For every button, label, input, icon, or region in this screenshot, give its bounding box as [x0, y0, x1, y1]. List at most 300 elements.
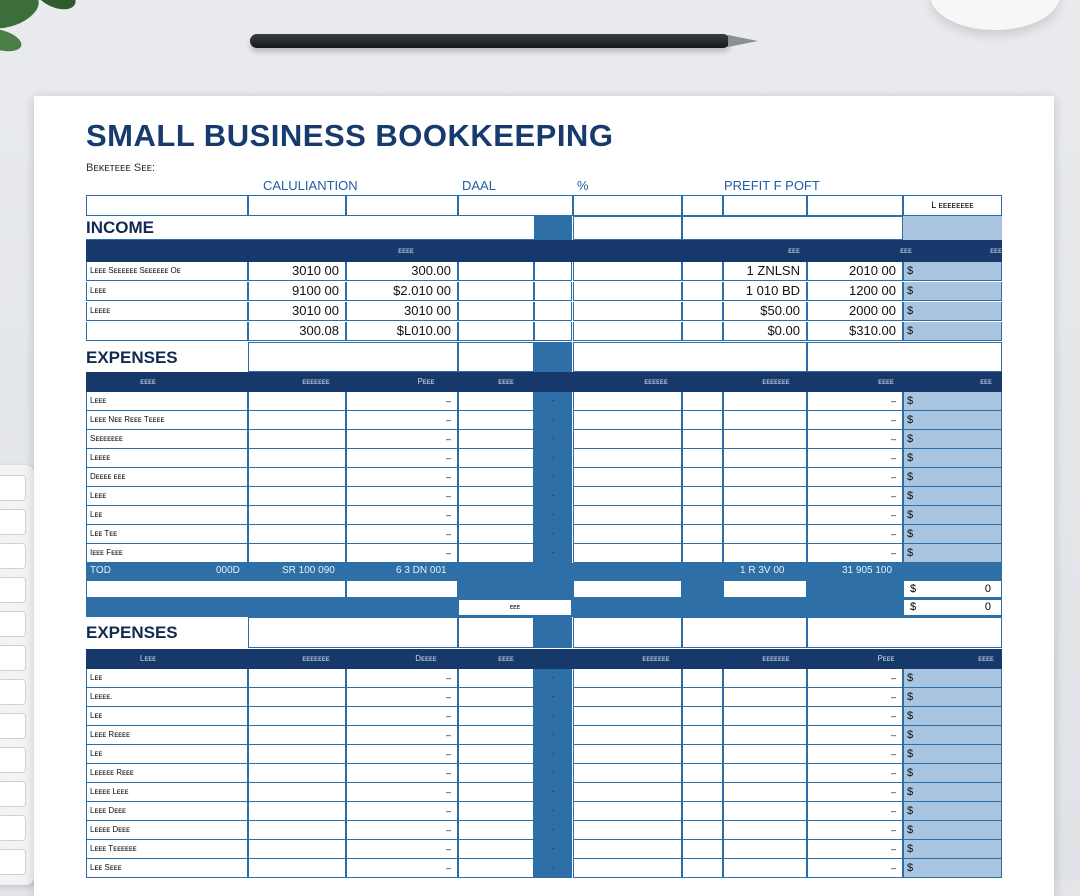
expense-row — [86, 783, 1002, 802]
expense-row-label[interactable]: Lᴇᴇ — [86, 707, 248, 726]
expense-row — [86, 745, 1002, 764]
income-value[interactable]: 300.08 — [248, 322, 346, 341]
expense-cell[interactable] — [682, 449, 723, 468]
header-deal: DAAL — [462, 178, 496, 193]
expense-cell[interactable] — [248, 688, 346, 707]
expense-row — [86, 487, 1002, 506]
header-cell[interactable] — [248, 195, 346, 216]
expense-cell[interactable]: – — [346, 525, 458, 544]
column-header: ᴇᴇᴇᴇᴇᴇᴇ — [302, 654, 330, 663]
income-value[interactable]: $L010.00 — [346, 322, 458, 341]
column-header: Lᴇᴇᴇ — [139, 654, 157, 663]
expense-row-label[interactable]: Lᴇᴇ — [86, 506, 248, 525]
expense-cell[interactable]: – — [807, 821, 903, 840]
expense-row — [86, 468, 1002, 487]
income-dollar-cell[interactable]: $ — [903, 322, 1002, 341]
income-col: ᴇᴇᴇ — [900, 246, 912, 255]
income-empty-cell[interactable] — [573, 262, 682, 281]
expense-cell[interactable]: – — [807, 411, 903, 430]
expense-row — [86, 688, 1002, 707]
expense-cell[interactable] — [458, 802, 534, 821]
income-empty-cell[interactable] — [682, 262, 723, 281]
expense-cell[interactable] — [723, 669, 807, 688]
expense-cell[interactable] — [248, 764, 346, 783]
expense-cell[interactable] — [682, 525, 723, 544]
expenses2-cell[interactable] — [458, 617, 534, 648]
expense-row-label[interactable]: Lᴇᴇᴇ Dᴇᴇᴇ — [86, 802, 248, 821]
column-header: ᴇᴇᴇᴇ — [498, 377, 514, 386]
income-value[interactable]: $2.010 00 — [346, 282, 458, 301]
expense-cell[interactable] — [573, 392, 682, 411]
expense-cell[interactable] — [458, 669, 534, 688]
expense-cell[interactable] — [723, 506, 807, 525]
expense-cell[interactable]: – — [807, 802, 903, 821]
income-empty-cell[interactable] — [458, 262, 534, 281]
income-row — [86, 282, 1002, 301]
expense-cell[interactable]: – — [346, 707, 458, 726]
expense-cell[interactable] — [682, 707, 723, 726]
expense-row-label[interactable]: Lᴇᴇᴇ Rᴇᴇᴇᴇ — [86, 726, 248, 745]
expense-stripe-cell: · — [534, 707, 572, 726]
expense-row-label[interactable]: Lᴇᴇᴇᴇ. — [86, 688, 248, 707]
expense-row-label[interactable]: Lᴇᴇᴇᴇ — [86, 449, 248, 468]
income-value[interactable]: 3010 00 — [248, 302, 346, 321]
expense-cell[interactable] — [248, 449, 346, 468]
income-stripe — [534, 216, 572, 240]
expense-cell[interactable] — [682, 468, 723, 487]
summary-cell[interactable] — [573, 580, 682, 598]
expense-cell[interactable] — [573, 525, 682, 544]
expense-cell[interactable]: – — [807, 726, 903, 745]
expense-dollar-cell[interactable]: $ — [903, 669, 1002, 688]
expense-cell[interactable] — [723, 783, 807, 802]
expense-cell[interactable] — [458, 764, 534, 783]
expense-cell[interactable] — [458, 392, 534, 411]
expense-cell[interactable]: – — [807, 783, 903, 802]
page-title: SMALL BUSINESS BOOKKEEPING — [86, 118, 614, 153]
keyboard — [0, 465, 34, 885]
expense-dollar-cell[interactable]: $ — [903, 840, 1002, 859]
expense-cell[interactable]: – — [807, 859, 903, 878]
expenses2-cell[interactable] — [248, 617, 458, 648]
expense-cell[interactable]: – — [807, 506, 903, 525]
expense-cell[interactable] — [573, 487, 682, 506]
expense-dollar-cell[interactable]: $ — [903, 411, 1002, 430]
expense-cell[interactable] — [723, 430, 807, 449]
income-empty-cell[interactable] — [458, 302, 534, 321]
expense-stripe-cell: · — [534, 430, 572, 449]
expense-row — [86, 669, 1002, 688]
expense-cell[interactable] — [573, 411, 682, 430]
expenses2-cell[interactable] — [682, 617, 807, 648]
expense-cell[interactable] — [723, 707, 807, 726]
expense-cell[interactable] — [573, 745, 682, 764]
expense-cell[interactable] — [682, 669, 723, 688]
expense-cell[interactable]: – — [346, 392, 458, 411]
expense-cell[interactable] — [248, 411, 346, 430]
expense-cell[interactable] — [248, 392, 346, 411]
header-cell[interactable] — [723, 195, 807, 216]
expense-cell[interactable] — [573, 802, 682, 821]
expense-cell[interactable] — [458, 688, 534, 707]
income-cell[interactable] — [682, 216, 903, 240]
column-header: ᴇᴇᴇᴇ — [140, 377, 156, 386]
expense-cell[interactable] — [723, 525, 807, 544]
expense-cell[interactable]: – — [346, 764, 458, 783]
expenses2-cell[interactable] — [807, 617, 1002, 648]
expense-cell[interactable] — [682, 392, 723, 411]
expense-cell[interactable]: – — [346, 669, 458, 688]
expense-cell[interactable] — [248, 544, 346, 563]
income-row-label[interactable]: Lᴇᴇᴇ — [86, 282, 248, 301]
expense-cell[interactable]: – — [807, 544, 903, 563]
expense-dollar-cell[interactable]: $ — [903, 544, 1002, 563]
expense-cell[interactable] — [458, 468, 534, 487]
pen — [250, 34, 730, 48]
expense-row — [86, 764, 1002, 783]
expense-cell[interactable]: – — [346, 859, 458, 878]
expenses-cell[interactable] — [573, 342, 807, 372]
income-value[interactable]: $50.00 — [723, 302, 807, 321]
expense-row-label[interactable]: Lᴇᴇᴇ Tᴇᴇᴇᴇᴇᴇ — [86, 840, 248, 859]
expenses-cell[interactable] — [458, 342, 534, 372]
expense-cell[interactable] — [682, 745, 723, 764]
expense-cell[interactable]: – — [807, 840, 903, 859]
expense-cell[interactable] — [682, 506, 723, 525]
income-empty-cell[interactable] — [682, 282, 723, 301]
income-empty-cell[interactable] — [682, 302, 723, 321]
expense-cell[interactable] — [723, 392, 807, 411]
expense-cell[interactable] — [723, 688, 807, 707]
expense-cell[interactable] — [248, 468, 346, 487]
header-profit: PREFIT F POFT — [724, 178, 820, 193]
expense-dollar-cell[interactable]: $ — [903, 726, 1002, 745]
income-row-label[interactable]: Lᴇᴇᴇ Sᴇᴇᴇᴇᴇᴇ Sᴇᴇᴇᴇᴇᴇ Oᴇ — [86, 262, 248, 281]
expense-cell[interactable]: – — [807, 764, 903, 783]
summary-value-cell-2[interactable] — [903, 599, 1002, 616]
expense-row — [86, 544, 1002, 563]
expense-cell[interactable]: – — [346, 506, 458, 525]
expense-stripe-cell: · — [534, 821, 572, 840]
income-value[interactable]: 3010 00 — [346, 302, 458, 321]
expense-cell[interactable] — [573, 506, 682, 525]
expense-cell[interactable] — [248, 783, 346, 802]
header-cell[interactable] — [458, 195, 573, 216]
header-cell[interactable] — [346, 195, 458, 216]
column-header: ᴇᴇᴇ — [980, 377, 992, 386]
expense-dollar-cell[interactable]: $ — [903, 487, 1002, 506]
summary-dollar: $ — [910, 601, 917, 613]
expense-cell[interactable] — [458, 430, 534, 449]
income-cell-blue — [903, 216, 1002, 240]
expense-cell[interactable] — [573, 726, 682, 745]
expense-cell[interactable] — [248, 487, 346, 506]
expense-cell[interactable] — [723, 802, 807, 821]
expense-stripe-cell: · — [534, 506, 572, 525]
summary-value-cell[interactable] — [903, 580, 1002, 598]
income-empty-cell[interactable] — [682, 322, 723, 341]
expense-cell[interactable] — [458, 525, 534, 544]
expense-cell[interactable] — [682, 821, 723, 840]
summary-cell[interactable] — [86, 580, 346, 598]
expense-row-label[interactable]: Dᴇᴇᴇᴇ ᴇᴇᴇ — [86, 468, 248, 487]
income-dollar-cell[interactable]: $ — [903, 302, 1002, 321]
expense-cell[interactable]: – — [346, 449, 458, 468]
expense-cell[interactable] — [682, 840, 723, 859]
expense-cell[interactable]: – — [807, 487, 903, 506]
expense-cell[interactable]: – — [807, 468, 903, 487]
income-value[interactable]: 1200 00 — [807, 282, 903, 301]
income-empty-cell[interactable] — [534, 302, 572, 321]
expense-dollar-cell[interactable]: $ — [903, 449, 1002, 468]
income-heading: INCOME — [86, 218, 154, 237]
expense-dollar-cell[interactable]: $ — [903, 688, 1002, 707]
expense-row — [86, 411, 1002, 430]
expense-cell[interactable] — [248, 726, 346, 745]
summary-dollar: $ — [910, 583, 917, 595]
expense-dollar-cell[interactable]: $ — [903, 745, 1002, 764]
expense-cell[interactable] — [682, 411, 723, 430]
expense-cell[interactable] — [458, 840, 534, 859]
total-e: 31 905 100 — [842, 565, 893, 576]
expense-cell[interactable]: – — [346, 487, 458, 506]
expense-cell[interactable] — [682, 487, 723, 506]
expense-cell[interactable] — [458, 726, 534, 745]
expense-cell[interactable] — [682, 859, 723, 878]
expense-cell[interactable] — [458, 783, 534, 802]
expense-dollar-cell[interactable]: $ — [903, 430, 1002, 449]
income-value[interactable]: $310.00 — [807, 322, 903, 341]
expense-cell[interactable] — [248, 802, 346, 821]
expense-cell[interactable] — [458, 449, 534, 468]
expense-cell[interactable]: – — [346, 745, 458, 764]
expense-cell[interactable]: – — [346, 544, 458, 563]
expense-dollar-cell[interactable]: $ — [903, 764, 1002, 783]
expense-dollar-cell[interactable]: $ — [903, 859, 1002, 878]
expense-cell[interactable]: – — [346, 821, 458, 840]
expense-cell[interactable] — [682, 688, 723, 707]
header-cell[interactable] — [682, 195, 723, 216]
expense-row-label[interactable]: Lᴇᴇᴇ Nᴇᴇ Rᴇᴇᴇ Tᴇᴇᴇᴇ — [86, 411, 248, 430]
expense-cell[interactable] — [573, 821, 682, 840]
expense-row-label[interactable]: Lᴇᴇ Sᴇᴇᴇ — [86, 859, 248, 878]
income-value[interactable]: 1 ZNLSN — [723, 262, 807, 281]
expense-dollar-cell[interactable]: $ — [903, 468, 1002, 487]
expenses-column-band — [86, 372, 1002, 392]
expense-stripe-cell: · — [534, 726, 572, 745]
income-value[interactable]: 2010 00 — [807, 262, 903, 281]
expense-cell[interactable] — [723, 840, 807, 859]
income-empty-cell[interactable] — [458, 282, 534, 301]
income-dollar-cell[interactable]: $ — [903, 282, 1002, 301]
expense-cell[interactable] — [682, 430, 723, 449]
expense-cell[interactable]: – — [346, 688, 458, 707]
expense-cell[interactable] — [573, 840, 682, 859]
expense-cell[interactable] — [723, 411, 807, 430]
expense-cell[interactable]: – — [807, 430, 903, 449]
expense-cell[interactable] — [723, 764, 807, 783]
income-empty-cell[interactable] — [534, 282, 572, 301]
expense-row-label[interactable]: Lᴇᴇ — [86, 669, 248, 688]
income-value[interactable]: 9100 00 — [248, 282, 346, 301]
expense-cell[interactable] — [723, 544, 807, 563]
income-empty-cell[interactable] — [534, 262, 572, 281]
expenses-heading-2: EXPENSES — [86, 623, 178, 642]
header-calculation: CALULIANTION — [263, 178, 358, 193]
expense-cell[interactable] — [458, 745, 534, 764]
expense-cell[interactable]: – — [807, 669, 903, 688]
expense-dollar-cell[interactable]: $ — [903, 821, 1002, 840]
expense-cell[interactable] — [682, 544, 723, 563]
expense-cell[interactable]: – — [807, 688, 903, 707]
expense-cell[interactable] — [248, 859, 346, 878]
expense-cell[interactable] — [682, 726, 723, 745]
expense-row-label[interactable]: Lᴇᴇᴇ — [86, 392, 248, 411]
expense-row-label[interactable]: Sᴇᴇᴇᴇᴇᴇᴇ — [86, 430, 248, 449]
income-row — [86, 322, 1002, 341]
expense-cell[interactable]: – — [807, 707, 903, 726]
expense-dollar-cell[interactable]: $ — [903, 707, 1002, 726]
expense-cell[interactable] — [458, 859, 534, 878]
expense-cell[interactable]: – — [807, 392, 903, 411]
expense-row-label[interactable]: Lᴇᴇ — [86, 745, 248, 764]
expense-cell[interactable] — [458, 411, 534, 430]
income-empty-cell[interactable] — [573, 302, 682, 321]
expense-cell[interactable] — [573, 783, 682, 802]
expense-cell[interactable] — [723, 487, 807, 506]
expense-cell[interactable] — [573, 669, 682, 688]
expense-dollar-cell[interactable]: $ — [903, 783, 1002, 802]
expense-row-label[interactable]: Lᴇᴇᴇᴇᴇ Rᴇᴇᴇ — [86, 764, 248, 783]
income-empty-cell[interactable] — [573, 322, 682, 341]
income-value[interactable]: 1 010 BD — [723, 282, 807, 301]
expense-row — [86, 707, 1002, 726]
expense-cell[interactable] — [248, 430, 346, 449]
income-cell[interactable] — [573, 216, 682, 240]
expense-cell[interactable] — [573, 468, 682, 487]
expense-stripe-cell: · — [534, 688, 572, 707]
expense-row-label[interactable]: Lᴇᴇ Tᴇᴇ — [86, 525, 248, 544]
expense-cell[interactable] — [723, 745, 807, 764]
header-cell[interactable] — [807, 195, 903, 216]
expense-stripe-cell: · — [534, 764, 572, 783]
expense-cell[interactable]: – — [346, 430, 458, 449]
expense-cell[interactable] — [573, 430, 682, 449]
expense-stripe-cell: · — [534, 840, 572, 859]
income-row-label[interactable] — [86, 322, 248, 341]
income-value[interactable]: 2000 00 — [807, 302, 903, 321]
expense-cell[interactable] — [573, 544, 682, 563]
expense-row-label[interactable]: Iᴇᴇᴇ Fᴇᴇᴇ — [86, 544, 248, 563]
expense-cell[interactable] — [573, 449, 682, 468]
expense-stripe-cell: · — [534, 859, 572, 878]
income-empty-cell[interactable] — [458, 322, 534, 341]
expense-row — [86, 821, 1002, 840]
expense-dollar-cell[interactable]: $ — [903, 392, 1002, 411]
header-right-cell[interactable]: L ᴇᴇᴇᴇᴇᴇᴇᴇ — [903, 195, 1002, 216]
expense-cell[interactable] — [458, 544, 534, 563]
expenses-cell[interactable] — [248, 342, 458, 372]
pen-tip — [728, 35, 758, 47]
expense-cell[interactable]: – — [346, 726, 458, 745]
income-dollar-cell[interactable]: $ — [903, 262, 1002, 281]
expense-cell[interactable] — [248, 745, 346, 764]
summary-value: 0 — [984, 583, 991, 595]
expense-cell[interactable]: – — [346, 783, 458, 802]
summary-cell[interactable] — [723, 580, 807, 598]
expense-cell[interactable] — [723, 449, 807, 468]
expense-dollar-cell[interactable]: $ — [903, 802, 1002, 821]
expense-cell[interactable] — [682, 764, 723, 783]
expense-cell[interactable]: – — [346, 468, 458, 487]
expense-cell[interactable] — [248, 669, 346, 688]
column-header: ᴇᴇᴇᴇᴇᴇᴇ — [762, 654, 790, 663]
expense-cell[interactable] — [458, 821, 534, 840]
expense-row-label[interactable]: Lᴇᴇᴇᴇ Dᴇᴇᴇ — [86, 821, 248, 840]
column-header: Pᴇᴇᴇ — [417, 377, 435, 386]
expense-cell[interactable] — [723, 468, 807, 487]
expense-cell[interactable] — [723, 859, 807, 878]
expense-cell[interactable] — [458, 707, 534, 726]
summary-cell[interactable] — [346, 580, 458, 598]
expense-dollar-cell[interactable]: $ — [903, 506, 1002, 525]
total-label: TOD — [90, 565, 111, 576]
expense-cell[interactable] — [248, 840, 346, 859]
expense-cell[interactable] — [723, 726, 807, 745]
expense-cell[interactable] — [573, 688, 682, 707]
expense-cell[interactable] — [682, 783, 723, 802]
header-cell[interactable] — [86, 195, 248, 216]
expense-cell[interactable] — [458, 487, 534, 506]
expense-cell[interactable] — [573, 764, 682, 783]
expense-dollar-cell[interactable]: $ — [903, 525, 1002, 544]
expense-stripe-cell: · — [534, 783, 572, 802]
expense-cell[interactable]: – — [346, 411, 458, 430]
expense-cell[interactable]: – — [346, 840, 458, 859]
summary-mid-cell[interactable]: ᴇᴇᴇ — [458, 599, 572, 616]
expense-cell[interactable] — [458, 506, 534, 525]
income-value[interactable]: 300.00 — [346, 262, 458, 281]
column-header: ᴇᴇᴇᴇᴇᴇᴇ — [642, 654, 670, 663]
income-value[interactable]: 3010 00 — [248, 262, 346, 281]
expense-cell[interactable]: – — [807, 525, 903, 544]
expense-cell[interactable] — [723, 821, 807, 840]
expense-cell[interactable] — [573, 859, 682, 878]
expense-cell[interactable]: – — [807, 449, 903, 468]
expenses-cell[interactable] — [807, 342, 1002, 372]
income-empty-cell[interactable] — [573, 282, 682, 301]
income-empty-cell[interactable] — [534, 322, 572, 341]
expense-cell[interactable] — [248, 821, 346, 840]
income-row-label[interactable]: Lᴇᴇᴇᴇ — [86, 302, 248, 321]
expense-cell[interactable] — [248, 707, 346, 726]
expense-cell[interactable] — [248, 525, 346, 544]
income-value[interactable]: $0.00 — [723, 322, 807, 341]
expense-cell[interactable]: – — [807, 745, 903, 764]
column-header: ᴇᴇᴇᴇᴇᴇᴇ — [302, 377, 330, 386]
header-cell[interactable] — [573, 195, 682, 216]
expense-cell[interactable] — [573, 707, 682, 726]
expense-cell[interactable] — [248, 506, 346, 525]
expenses2-cell[interactable] — [573, 617, 682, 648]
expense-row-label[interactable]: Lᴇᴇᴇᴇ Lᴇᴇᴇ — [86, 783, 248, 802]
expense-row — [86, 525, 1002, 544]
income-col: ᴇᴇᴇ — [788, 246, 800, 255]
expense-cell[interactable] — [682, 802, 723, 821]
header-percent: % — [577, 178, 589, 193]
expense-row-label[interactable]: Lᴇᴇᴇ — [86, 487, 248, 506]
expense-cell[interactable]: – — [346, 802, 458, 821]
